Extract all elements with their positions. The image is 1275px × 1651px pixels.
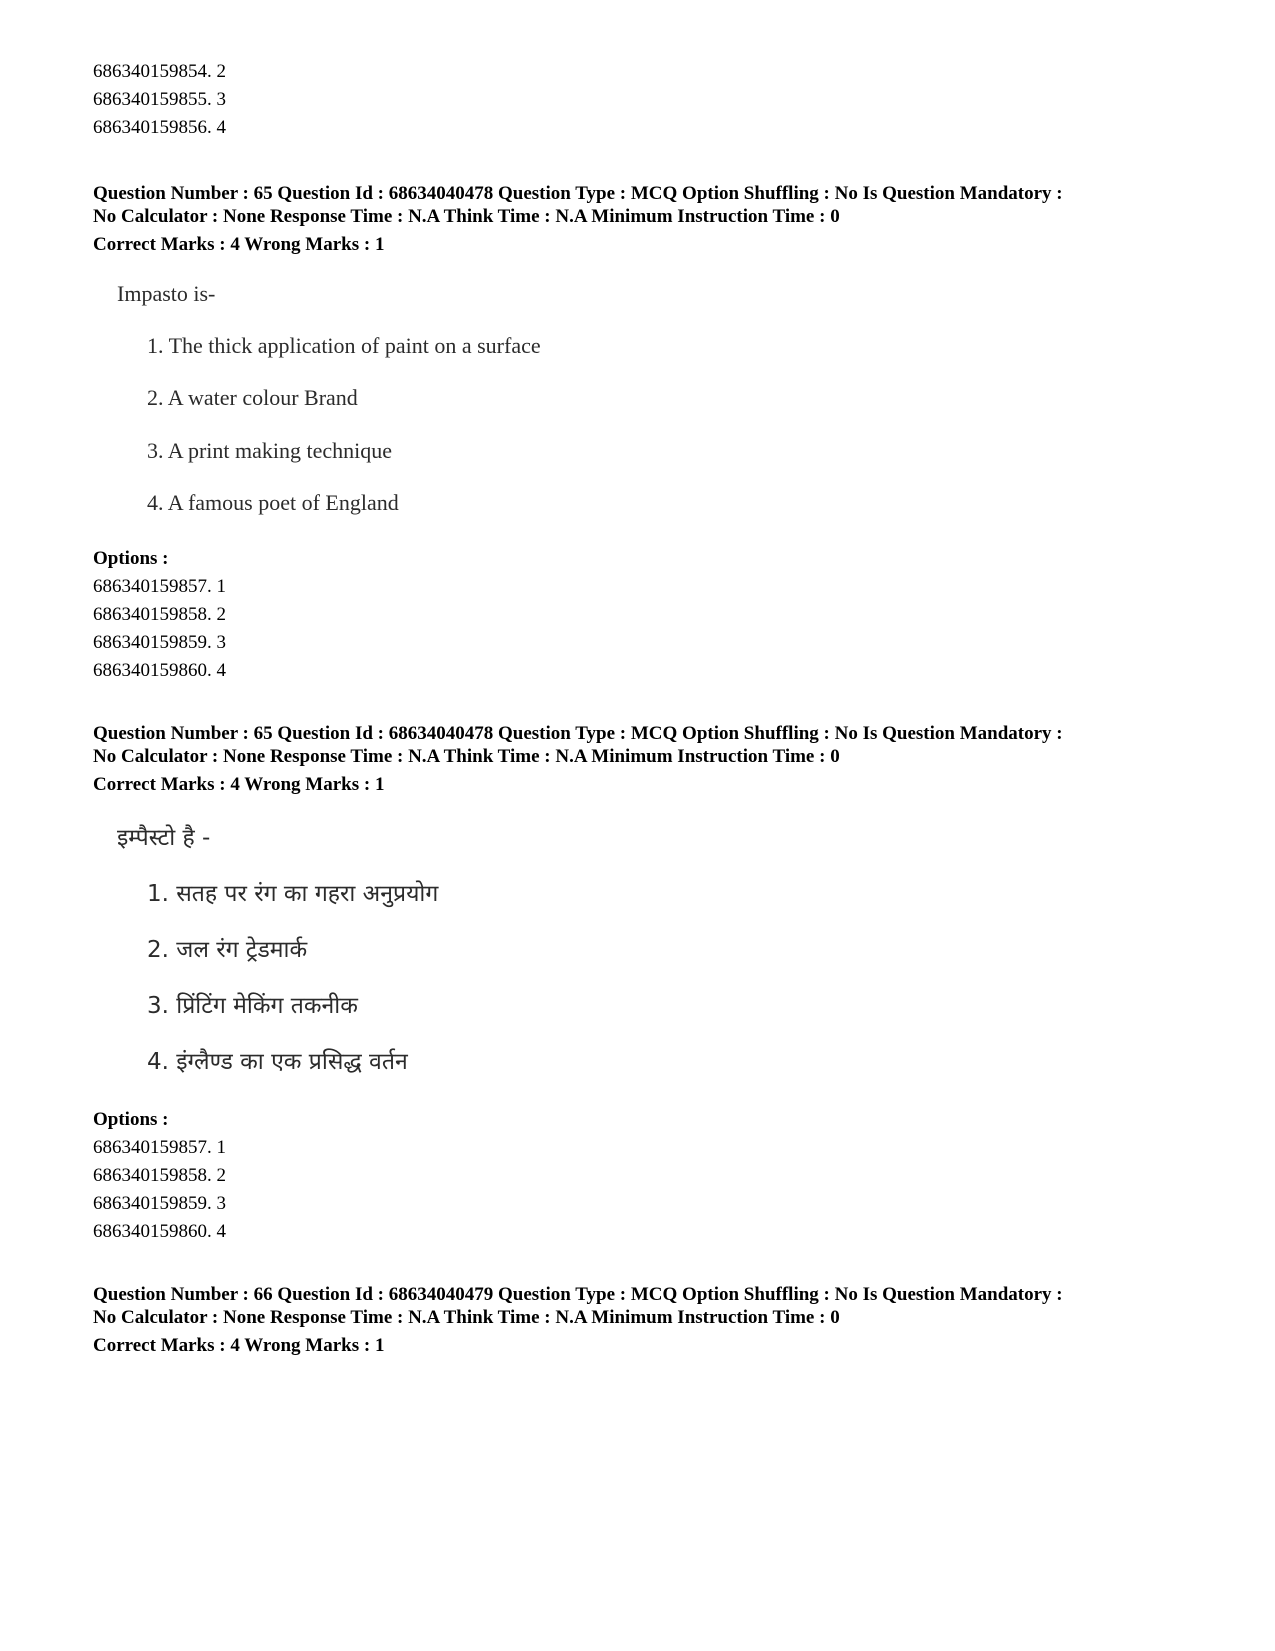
question-choice: 2. A water colour Brand — [147, 385, 358, 410]
option-line: 686340159859. 3 — [93, 1193, 226, 1214]
question-header-line2: No Calculator : None Response Time : N.A Think Time : N.A Minimum Instruction Time : 0 — [93, 746, 840, 767]
option-line: 686340159860. 4 — [93, 660, 226, 681]
option-line: 686340159855. 3 — [93, 89, 226, 110]
question-marks: Correct Marks : 4 Wrong Marks : 1 — [93, 234, 385, 255]
question-choice: 4. इंग्लैण्ड का एक प्रसिद्ध वर्तन — [147, 1049, 408, 1075]
question-marks: Correct Marks : 4 Wrong Marks : 1 — [93, 774, 385, 795]
question-choice: 2. जल रंग ट्रेडमार्क — [147, 937, 308, 963]
option-line: 686340159857. 1 — [93, 1137, 226, 1158]
question-choice: 1. The thick application of paint on a surface — [147, 333, 541, 358]
options-label: Options : — [93, 1109, 169, 1130]
question-header-line2: No Calculator : None Response Time : N.A Think Time : N.A Minimum Instruction Time : 0 — [93, 1307, 840, 1328]
options-label: Options : — [93, 548, 169, 569]
option-line: 686340159857. 1 — [93, 576, 226, 597]
question-header-line1: Question Number : 66 Question Id : 68634040479 Question Type : MCQ Option Shuffling : No Is Question Mandatory : — [93, 1284, 1063, 1305]
question-choice: 3. प्रिंटिंग मेकिंग तकनीक — [147, 993, 358, 1019]
option-line: 686340159854. 2 — [93, 61, 226, 82]
option-line: 686340159858. 2 — [93, 1165, 226, 1186]
question-choice: 3. A print making technique — [147, 438, 393, 463]
question-header-line1: Question Number : 65 Question Id : 68634040478 Question Type : MCQ Option Shuffling : No Is Question Mandatory : — [93, 183, 1063, 204]
question-header-line2: No Calculator : None Response Time : N.A Think Time : N.A Minimum Instruction Time : 0 — [93, 206, 840, 227]
option-line: 686340159859. 3 — [93, 632, 226, 653]
question-header-line1: Question Number : 65 Question Id : 68634040478 Question Type : MCQ Option Shuffling : No Is Question Mandatory : — [93, 723, 1063, 744]
option-line: 686340159858. 2 — [93, 604, 226, 625]
question-stem: Impasto is- — [117, 281, 216, 306]
question-choice: 1. सतह पर रंग का गहरा अनुप्रयोग — [147, 881, 439, 907]
question-stem: इम्पैस्टो है - — [117, 825, 211, 851]
option-line: 686340159856. 4 — [93, 117, 226, 138]
option-line: 686340159860. 4 — [93, 1221, 226, 1242]
question-marks: Correct Marks : 4 Wrong Marks : 1 — [93, 1335, 385, 1356]
question-choice: 4. A famous poet of England — [147, 490, 399, 515]
